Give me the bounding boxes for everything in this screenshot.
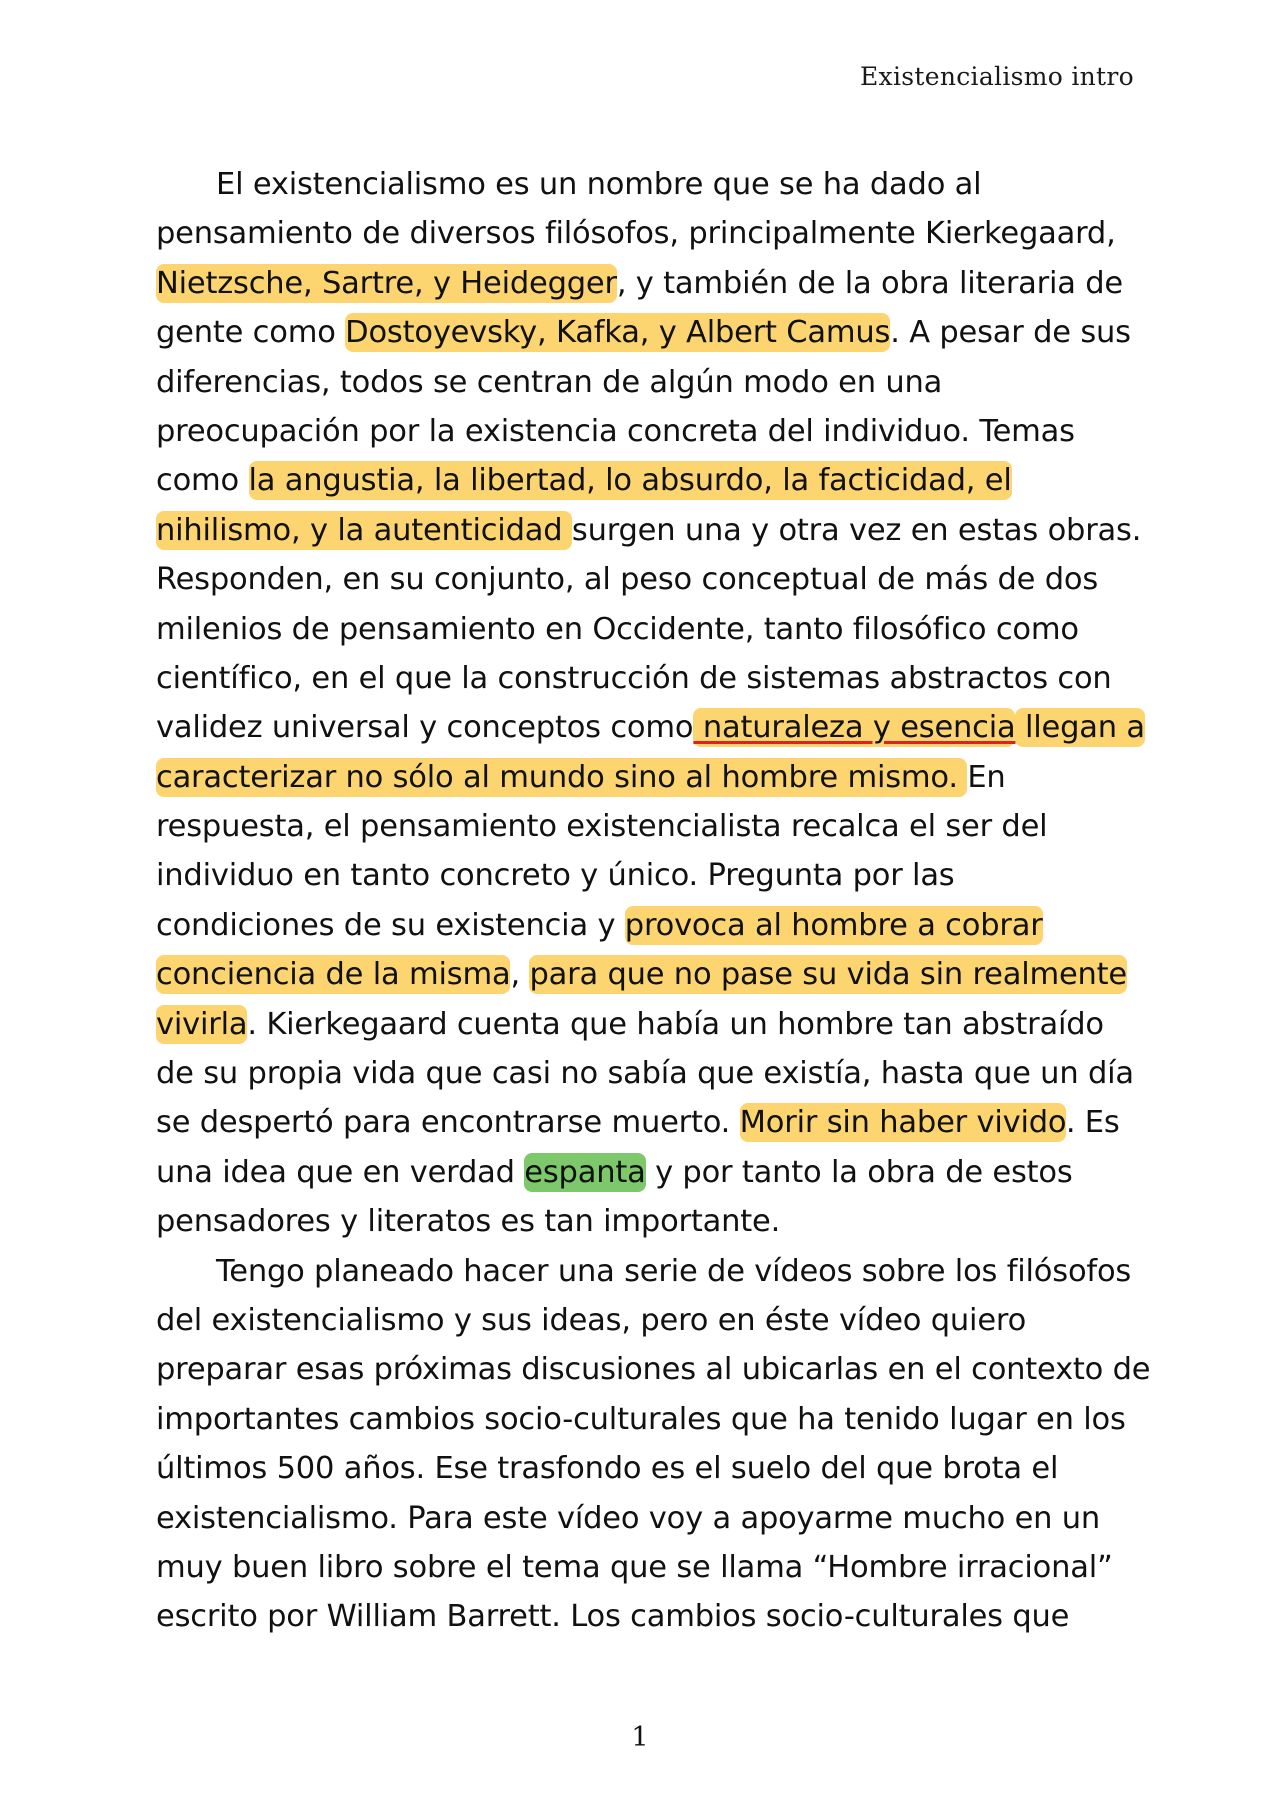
text-span: últimos 500 años. Ese trasfondo es el suelo del que brota el [156,1451,1059,1487]
highlighted-text: para que no pase su vida sin realmente [529,957,1127,993]
text-line [156,1592,1136,1641]
text-line [156,1345,1151,1394]
text-span: del existencialismo y sus ideas, pero en éste vídeo quiero [156,1302,1027,1338]
text-span: escrito por William Barrett. Los cambios socio-culturales que [156,1599,1070,1635]
text-span: Tengo planeado hacer una serie de vídeos sobre los filósofos [216,1253,1132,1289]
text-span: diferencias, todos se centran de algún modo en una [156,364,943,400]
highlighted-text: la angustia, la libertad, lo absurdo, la facticidad, el [248,463,1012,499]
text-span: una idea que en verdad [156,1154,525,1190]
text-span: gente como [156,315,346,351]
highlighted-text: llegan a [1015,710,1145,746]
body-text [156,160,1151,1642]
highlighted-text: naturaleza y esencia [693,710,1016,746]
text-span: se despertó para encontrarse muerto. [156,1105,740,1141]
text-line [156,1296,1136,1345]
running-header: Existencialismo intro [860,62,1134,91]
text-span: , [510,957,530,993]
text-span: respuesta, el pensamiento existencialista recalca el ser del [156,809,1048,845]
text-span: validez universal y conceptos como [156,710,694,746]
text-line [156,407,1136,456]
highlighted-text: caracterizar no sólo al mundo sino al hombre mismo. [156,759,968,795]
text-span: pensadores y literatos es tan importante. [156,1204,781,1240]
text-line [156,1148,1136,1197]
highlighted-text-green: espanta [524,1154,646,1190]
text-span: . Kierkegaard cuenta que había un hombre tan abstraído [247,1006,1104,1042]
text-span: surgen una y otra vez en estas obras. [571,512,1142,548]
text-span: individuo en tanto concreto y único. Pregunta por las [156,858,955,894]
text-span: En [967,759,1006,795]
text-span: existencialismo. Para este vídeo voy a apoyarme mucho en un [156,1500,1101,1536]
text-line [156,160,1136,209]
text-line [156,654,1136,703]
text-line [156,456,1136,505]
paragraph [156,1247,1151,1642]
text-span: . Es [1065,1105,1120,1141]
text-line [156,506,1142,555]
text-line [156,901,1136,950]
text-line [156,1494,1136,1543]
text-span: como [156,463,249,499]
text-span: . A pesar de sus [890,315,1131,351]
text-span: y por tanto la obra de estos [645,1154,1073,1190]
text-line [156,1543,1136,1592]
text-span: condiciones de su existencia y [156,907,625,943]
page-number: 1 [631,1722,649,1753]
text-line [156,358,1136,407]
highlighted-text: Nietzsche, Sartre, y Heidegger [156,265,617,301]
text-line [156,703,1145,752]
text-line [156,605,1136,654]
text-line [156,802,1136,851]
highlighted-text: Dostoyevsky, Kafka, y Albert Camus [345,315,891,351]
highlighted-text: conciencia de la misma [156,957,511,993]
paragraph [156,160,1145,1247]
text-line [156,1444,1136,1493]
text-span: de su propia vida que casi no sabía que existía, hasta que un día [156,1056,1134,1092]
highlighted-text: nihilismo, y la autenticidad [156,512,572,548]
text-line [156,1000,1136,1049]
text-line [156,851,1136,900]
text-line [156,1098,1136,1147]
text-line [156,1049,1136,1098]
text-span: muy buen libro sobre el tema que se llama “Hombre irracional” [156,1549,1113,1585]
text-span: científico, en el que la construcción de sistemas abstractos con [156,660,1112,696]
text-line [156,555,1136,604]
text-span: milenios de pensamiento en Occidente, tanto filosófico como [156,611,1079,647]
text-span: El existencialismo es un nombre que se ha dado al [216,167,982,202]
text-line [156,753,1136,802]
text-span: preocupación por la existencia concreta del individuo. Temas [156,413,1075,449]
highlighted-text: provoca al hombre a cobrar [624,907,1043,943]
highlighted-text: vivirla [156,1006,248,1042]
text-line [156,1395,1136,1444]
text-line [156,209,1136,258]
text-span: importantes cambios socio-culturales que ha tenido lugar en los [156,1401,1126,1437]
text-span: Responden, en su conjunto, al peso conceptual de más de dos [156,562,1099,598]
text-span: pensamiento de diversos filósofos, principalmente Kierkegaard, [156,216,1116,252]
text-line [156,259,1136,308]
text-span: , y también de la obra literaria de [616,265,1123,301]
text-span: preparar esas próximas discusiones al ubicarlas en el contexto de [156,1352,1151,1388]
text-line [156,308,1136,357]
text-line [156,1197,1136,1246]
text-line [156,1247,1136,1296]
highlighted-text: Morir sin haber vivido [739,1105,1066,1141]
text-line [156,950,1136,999]
